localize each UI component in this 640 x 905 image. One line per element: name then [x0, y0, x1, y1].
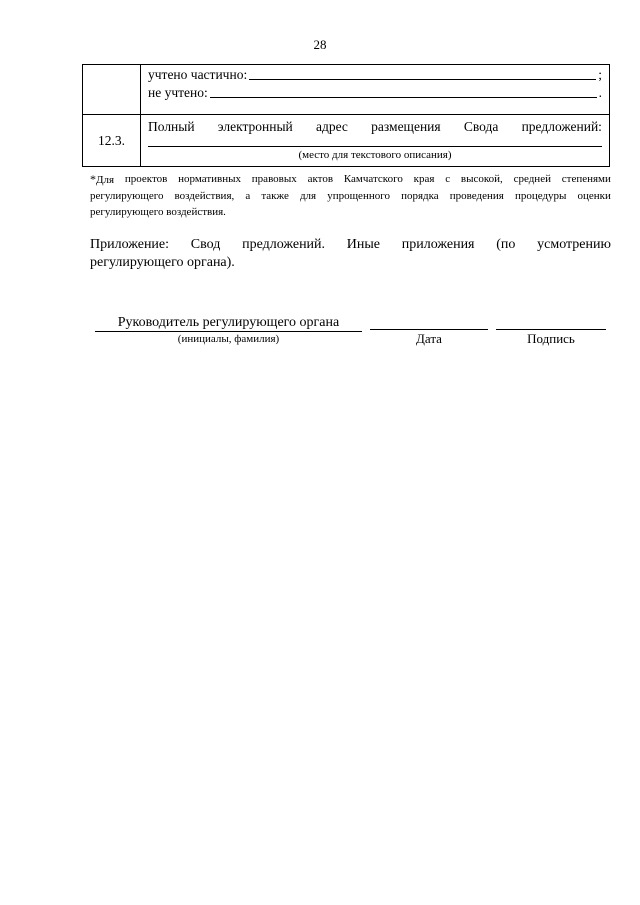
footnote-word: правовых	[251, 173, 297, 185]
appendix-line-2: регулирующего органа).	[90, 255, 235, 270]
appendix-word: предложений.	[242, 237, 326, 252]
address-blank-line	[148, 140, 602, 147]
partially-accounted-end: ;	[598, 67, 602, 82]
footnote-word: нормативных	[178, 173, 241, 185]
not-accounted-blank	[210, 97, 597, 98]
appendix-line-1	[90, 236, 611, 254]
not-accounted-label: не учтено:	[148, 85, 208, 100]
footnote-word: регулирующего	[90, 190, 164, 202]
footnote-line-1	[90, 171, 611, 188]
date-line	[370, 329, 488, 330]
table-row-accounting	[83, 65, 610, 115]
footnote-word: процедуры	[514, 190, 567, 202]
footnote-word: упрощенного	[327, 190, 390, 202]
appendix-paragraph	[90, 236, 611, 272]
footnote-word: высокой,	[460, 173, 503, 185]
head-title: Руководитель регулирующего органа	[95, 314, 362, 332]
address-word: предложений:	[521, 119, 602, 134]
footnote-word: также	[261, 190, 289, 202]
footnote-line-3: регулирующего воздействия.	[90, 206, 226, 218]
address-word: размещения	[371, 119, 441, 134]
not-accounted-line	[148, 84, 602, 102]
footnote-word: проектов	[124, 173, 168, 185]
address-label-line	[141, 115, 609, 136]
signature-label: Подпись	[527, 331, 575, 346]
partially-accounted-blank	[249, 79, 596, 80]
footnote-word: воздействия,	[174, 190, 235, 202]
proposals-table	[82, 64, 610, 167]
footnote-word: порядка	[401, 190, 439, 202]
address-cell	[141, 115, 610, 167]
head-caption: (инициалы, фамилия)	[177, 333, 280, 345]
appendix-word: (по	[496, 237, 516, 252]
address-word: адрес	[315, 119, 348, 134]
address-word: Полный	[148, 119, 195, 134]
signature-line	[496, 329, 606, 330]
footnote-line-2	[90, 188, 611, 204]
footnote-word: проведения	[449, 190, 504, 202]
footnote	[90, 171, 611, 220]
partially-accounted-label: учтено частично:	[148, 67, 248, 82]
appendix-word: приложения	[401, 237, 475, 252]
footnote-word: для	[299, 190, 317, 202]
table-row-12-3	[83, 115, 610, 167]
row-number-cell-empty	[83, 65, 141, 115]
address-caption: (место для текстового описания)	[298, 149, 452, 161]
partially-accounted-line	[148, 66, 602, 84]
address-word: Свода	[463, 119, 499, 134]
footnote-word: а	[245, 190, 251, 202]
address-word: электронный	[217, 119, 293, 134]
page-number: 28	[313, 37, 327, 52]
appendix-word: Свод	[190, 237, 221, 252]
not-accounted-end: .	[598, 85, 602, 100]
footnote-word: Для	[96, 174, 115, 186]
appendix-word: усмотрению	[537, 237, 611, 252]
appendix-word: Иные	[346, 237, 381, 252]
footnote-word: средней	[513, 173, 551, 185]
footnote-first-word	[90, 171, 114, 188]
accounting-cell	[141, 65, 610, 115]
footnote-word: оценки	[577, 190, 611, 202]
footnote-word: с	[445, 173, 451, 185]
footnote-star: *	[90, 172, 96, 186]
date-label: Дата	[416, 331, 442, 346]
footnote-word: Камчатского	[343, 173, 403, 185]
row-number-cell: 12.3.	[83, 115, 141, 167]
footnote-word: актов	[307, 173, 334, 185]
appendix-word: Приложение:	[90, 237, 170, 252]
footnote-word: края	[413, 173, 435, 185]
footnote-word: степенями	[561, 173, 611, 185]
